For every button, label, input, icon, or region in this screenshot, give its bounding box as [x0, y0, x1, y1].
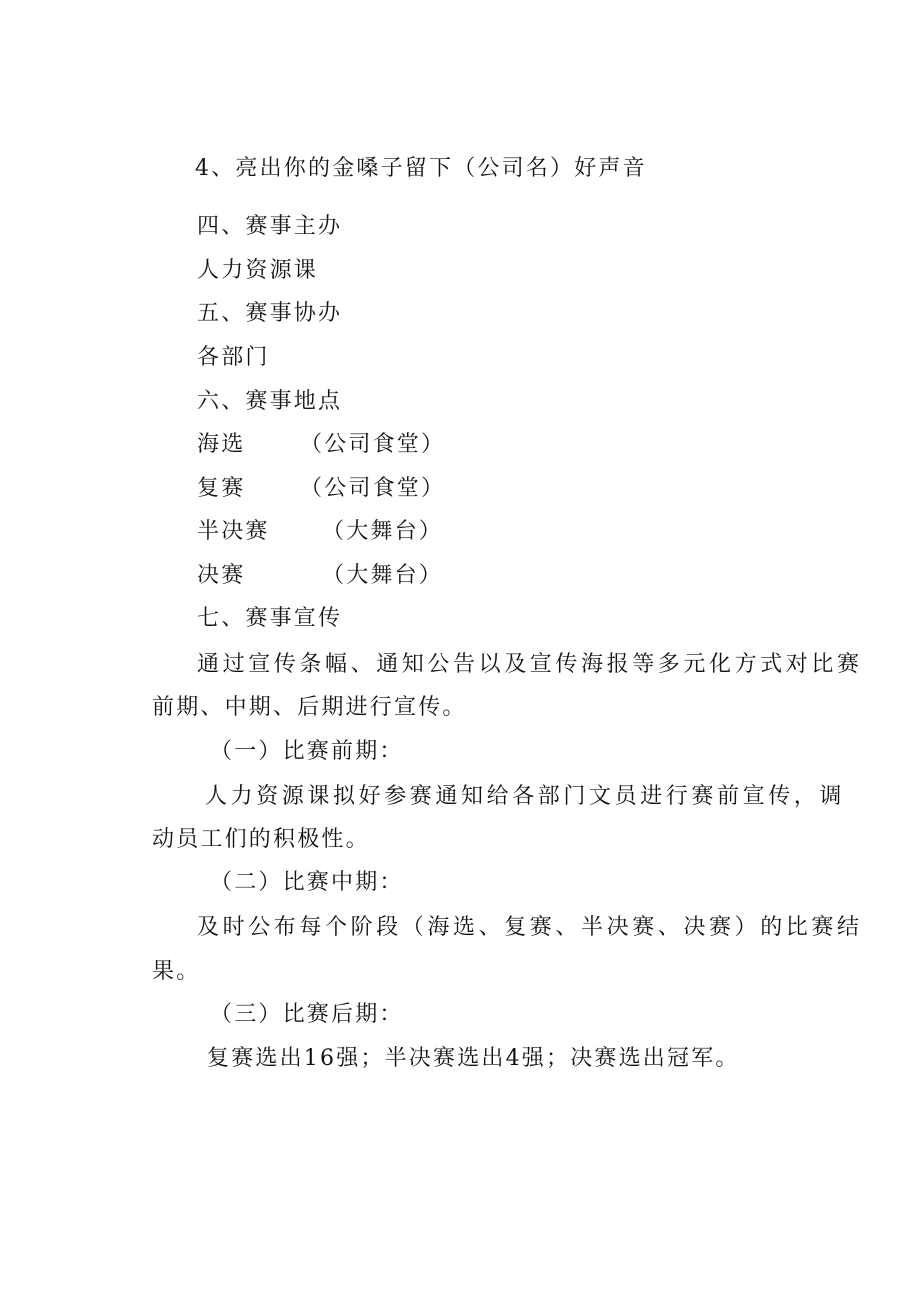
venue-row	[197, 561, 245, 591]
subsection-3-body: 复赛选出16强；半决赛选出4强；决赛选出冠军。	[207, 1046, 740, 1071]
venue-stage: 海选	[197, 432, 246, 457]
venue-row	[197, 474, 245, 504]
item-4-text: 4、亮出你的金嗓子留下（公司名）好声音	[195, 156, 647, 181]
subsection-2-body-line2: 果。	[152, 959, 201, 984]
venue-row	[197, 517, 270, 547]
section-7-body-line2: 前期、中期、后期进行宣传。	[152, 695, 467, 720]
section-5-body: 各部门	[197, 345, 270, 370]
venue-place: （公司食堂）	[300, 432, 446, 457]
section-5-heading: 五、赛事协办	[197, 301, 343, 326]
venue-row	[197, 430, 245, 460]
subsection-1-body-line2: 动员工们的积极性。	[152, 827, 370, 852]
venue-place: （大舞台）	[322, 519, 444, 544]
subsection-2-body-line1: 及时公布每个阶段（海选、复赛、半决赛、决赛）的比赛结	[197, 915, 863, 940]
section-4-heading: 四、赛事主办	[197, 214, 343, 239]
section-6-heading: 六、赛事地点	[197, 389, 343, 414]
venue-place: （大舞台）	[322, 563, 444, 588]
venue-stage: 半决赛	[197, 519, 270, 544]
subsection-1-heading: （一）比赛前期：	[210, 739, 404, 764]
section-7-heading: 七、赛事宣传	[197, 606, 343, 631]
venue-stage: 决赛	[197, 563, 246, 588]
venue-place: （公司食堂）	[300, 476, 446, 501]
subsection-2-heading: （二）比赛中期：	[210, 870, 404, 895]
section-7-body-line1: 通过宣传条幅、通知公告以及宣传海报等多元化方式对比赛	[197, 652, 863, 677]
subsection-3-heading: （三）比赛后期：	[210, 1002, 404, 1027]
venue-stage: 复赛	[197, 476, 246, 501]
subsection-1-body-line1: 人力资源课拟好参赛通知给各部门文员进行赛前宣传，调	[205, 784, 846, 809]
section-4-body: 人力资源课	[197, 258, 319, 283]
